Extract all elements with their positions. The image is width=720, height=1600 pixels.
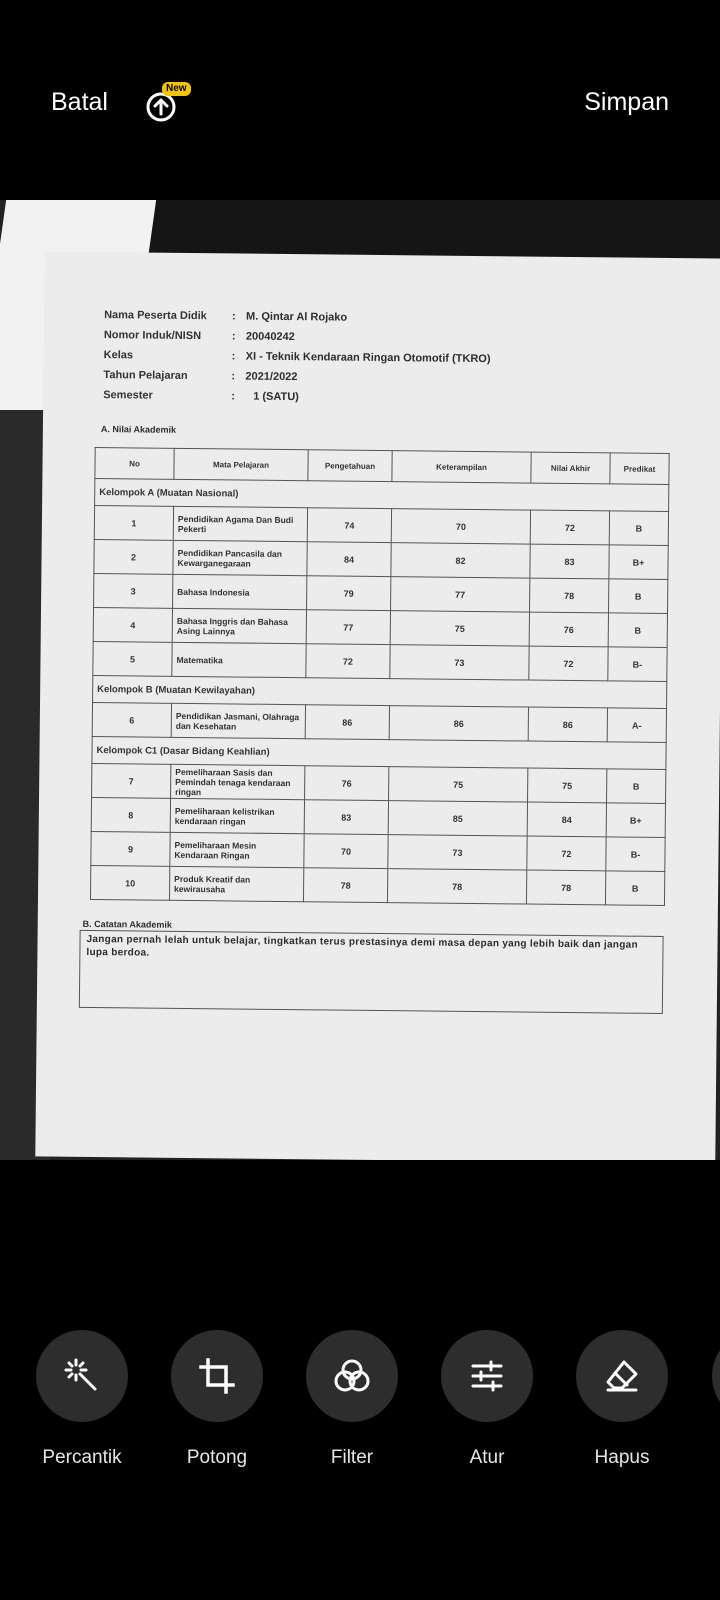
cell-skill: 73 — [390, 645, 529, 680]
field-value: M. Qintar Al Rojako — [246, 310, 348, 324]
cell-subject: Pemeliharaan kelistrikan kendaraan ringan — [170, 798, 304, 833]
cell-final: 84 — [527, 802, 606, 837]
group-heading: Kelompok B (Muatan Kewilayahan) — [93, 675, 667, 708]
cell-knowledge: 70 — [304, 834, 388, 869]
cell-subject: Pemeliharaan Mesin Kendaraan Ringan — [170, 832, 304, 867]
edit-toolbar — [0, 1330, 720, 1480]
cell-no: 8 — [91, 797, 170, 832]
cell-final: 75 — [528, 768, 607, 803]
cell-skill: 82 — [391, 543, 530, 578]
cell-knowledge: 83 — [304, 800, 388, 835]
cell-predicate: B — [605, 871, 664, 906]
field-label: Nama Peserta Didik — [104, 309, 207, 323]
cell-subject: Pendidikan Agama Dan Budi Pekerti — [173, 506, 307, 541]
field-value: 1 (SATU) — [253, 390, 299, 404]
tool-label: Hapus — [594, 1447, 650, 1468]
cell-subject: Pendidikan Pancasila dan Kewarganegaraan — [173, 540, 307, 575]
cell-predicate: B+ — [606, 803, 665, 838]
report-card-page: Nama Peserta Didik : M. Qintar Al Rojako Nomor Induk/NISN : 20040242 Kelas : XI - Teknik Kendaraan Ringan Otomotif (TKRO) Tahun Pelajaran : 2021/2022 Semester : 1 (SATU) A. Nilai Akademik No Mata Pelajaran Pengetahuan Keterampilan Nilai Akhir Predikat Kelompok A (Muatan Nasional) 1 Pendidikan Agama Dan Budi Pekerti 74 70 72 B 2 Pendidikan Pancasila dan Kewarganegaraan 84 82 83 B+ 3 Bahasa Indonesia 79 77 78 B 4 Bahasa Inggris dan Bahasa Asing Lainnya 77 75 76 B 5 Matematika 72 73 72 B- Kelompok B (Muatan Kewilayahan) 6 Pendidikan Jasmani, Olahraga dan Kesehatan 86 86 86 A- Kelompok C1 (Dasar Bidang Keahlian) 7 Pemeliharaan Sasis dan Pemindah tenaga kendaraan ringan 76 75 75 B 8 Pemeliharaan kelistrikan kendaraan ringan 83 85 84 B+ 9 Pemeliharaan Mesin Kendaraan Ringan 70 73 72 B- 10 Produk Kreatif dan kewirausaha 78 78 78 B B. Catatan Akademik Jangan pernah lelah untuk belajar, tingkatkan terus prestasinya demi masa depan yang lebih baik dan jangan lupa berdoa. — [35, 251, 720, 1160]
cell-predicate: B — [609, 511, 668, 546]
section-title: B. Catatan Akademik — [82, 918, 172, 930]
cell-skill: 85 — [388, 801, 527, 836]
cell-knowledge: 84 — [307, 542, 391, 577]
field-label: Nomor Induk/NISN — [103, 329, 202, 343]
grades-table — [90, 447, 670, 906]
column-header: Mata Pelajaran — [174, 448, 308, 480]
cell-predicate: B — [609, 579, 668, 614]
column-header: Nilai Akhir — [531, 452, 610, 484]
field-value: XI - Teknik Kendaraan Ringan Otomotif (TKRO) — [245, 350, 491, 366]
tool-label: Atur — [469, 1447, 505, 1468]
cell-skill: 78 — [387, 869, 526, 904]
cell-skill: 86 — [389, 706, 528, 741]
cell-predicate: B — [607, 769, 666, 804]
top-bar — [0, 0, 720, 200]
cell-final: 72 — [529, 646, 608, 681]
group-heading: Kelompok C1 (Dasar Bidang Keahlian) — [92, 736, 666, 769]
cell-knowledge: 72 — [306, 644, 390, 679]
cell-predicate: A- — [607, 708, 666, 743]
cell-predicate: B+ — [609, 545, 668, 580]
cell-final: 86 — [528, 707, 607, 742]
group-heading: Kelompok A (Muatan Nasional) — [95, 479, 669, 512]
eraser-icon[interactable] — [576, 1330, 668, 1422]
field-label: Semester — [103, 389, 153, 402]
cell-skill: 73 — [388, 835, 527, 870]
cell-no: 9 — [91, 831, 170, 866]
cell-knowledge: 77 — [306, 610, 390, 645]
cell-knowledge: 74 — [307, 508, 391, 543]
column-header: No — [95, 448, 174, 480]
cell-no: 4 — [93, 607, 172, 642]
cell-skill: 75 — [390, 611, 529, 646]
cell-no: 10 — [90, 865, 169, 900]
cell-predicate: B- — [606, 837, 665, 872]
tool-label: Percantik — [42, 1447, 122, 1468]
cell-knowledge: 78 — [303, 868, 387, 903]
cell-predicate: B- — [608, 647, 667, 682]
cell-final: 83 — [530, 544, 609, 579]
cell-subject: Produk Kreatif dan kewirausaha — [169, 866, 303, 901]
cell-subject: Bahasa Inggris dan Bahasa Asing Lainnya — [172, 608, 306, 643]
cell-no: 5 — [93, 641, 172, 676]
cell-final: 76 — [529, 612, 608, 647]
cell-predicate: B — [608, 613, 667, 648]
cancel-button[interactable]: Batal — [51, 88, 108, 116]
cell-knowledge: 86 — [305, 705, 389, 740]
tool-label: Filter — [330, 1447, 374, 1468]
section-title: A. Nilai Akademik — [100, 424, 177, 435]
cell-final: 78 — [530, 578, 609, 613]
tool-erase[interactable] — [562, 1330, 682, 1469]
cell-no: 6 — [92, 702, 171, 737]
cell-final: 72 — [530, 510, 609, 545]
sliders-icon[interactable] — [441, 1330, 533, 1422]
column-header: Keterampilan — [392, 451, 531, 483]
cell-subject: Bahasa Indonesia — [173, 574, 307, 609]
cell-knowledge: 79 — [307, 576, 391, 611]
cell-subject: Matematika — [172, 642, 306, 677]
tool-adjust[interactable] — [427, 1330, 547, 1469]
tool-label: Potong — [186, 1447, 248, 1468]
cell-final: 78 — [526, 870, 605, 905]
next-tool-partial[interactable] — [712, 1330, 720, 1422]
field-value: 20040242 — [245, 330, 295, 344]
cell-knowledge: 76 — [305, 766, 389, 801]
tool-beautify[interactable] — [22, 1330, 142, 1469]
cell-no: 1 — [94, 506, 173, 541]
column-header: Pengetahuan — [308, 450, 392, 482]
document-photo — [0, 200, 720, 1160]
table-row — [90, 865, 664, 905]
cell-no: 7 — [92, 763, 171, 798]
cell-subject: Pemeliharaan Sasis dan Pemindah tenaga kendaraan ringan — [171, 764, 305, 799]
cell-no: 2 — [94, 539, 173, 574]
field-label: Kelas — [103, 349, 134, 362]
tool-filter[interactable] — [292, 1330, 412, 1469]
cell-skill: 77 — [391, 577, 530, 612]
cell-skill: 70 — [391, 509, 530, 544]
field-value: 2021/2022 — [245, 370, 298, 384]
cell-subject: Pendidikan Jasmani, Olahraga dan Kesehatan — [171, 703, 305, 738]
magic-wand-icon[interactable] — [36, 1330, 128, 1422]
crop-icon[interactable] — [171, 1330, 263, 1422]
field-label: Tahun Pelajaran — [103, 369, 188, 382]
cell-final: 72 — [527, 836, 606, 871]
column-header: Predikat — [610, 453, 669, 485]
tool-crop[interactable] — [157, 1330, 277, 1469]
academic-note: Jangan pernah lelah untuk belajar, tingkatkan terus prestasinya demi masa depan yang lebih baik dan jangan lupa berdoa. — [79, 930, 664, 1014]
new-badge: New — [162, 82, 191, 96]
cell-no: 3 — [94, 573, 173, 608]
save-button[interactable]: Simpan — [584, 88, 669, 116]
filter-icon[interactable] — [306, 1330, 398, 1422]
cell-skill: 75 — [389, 767, 528, 802]
